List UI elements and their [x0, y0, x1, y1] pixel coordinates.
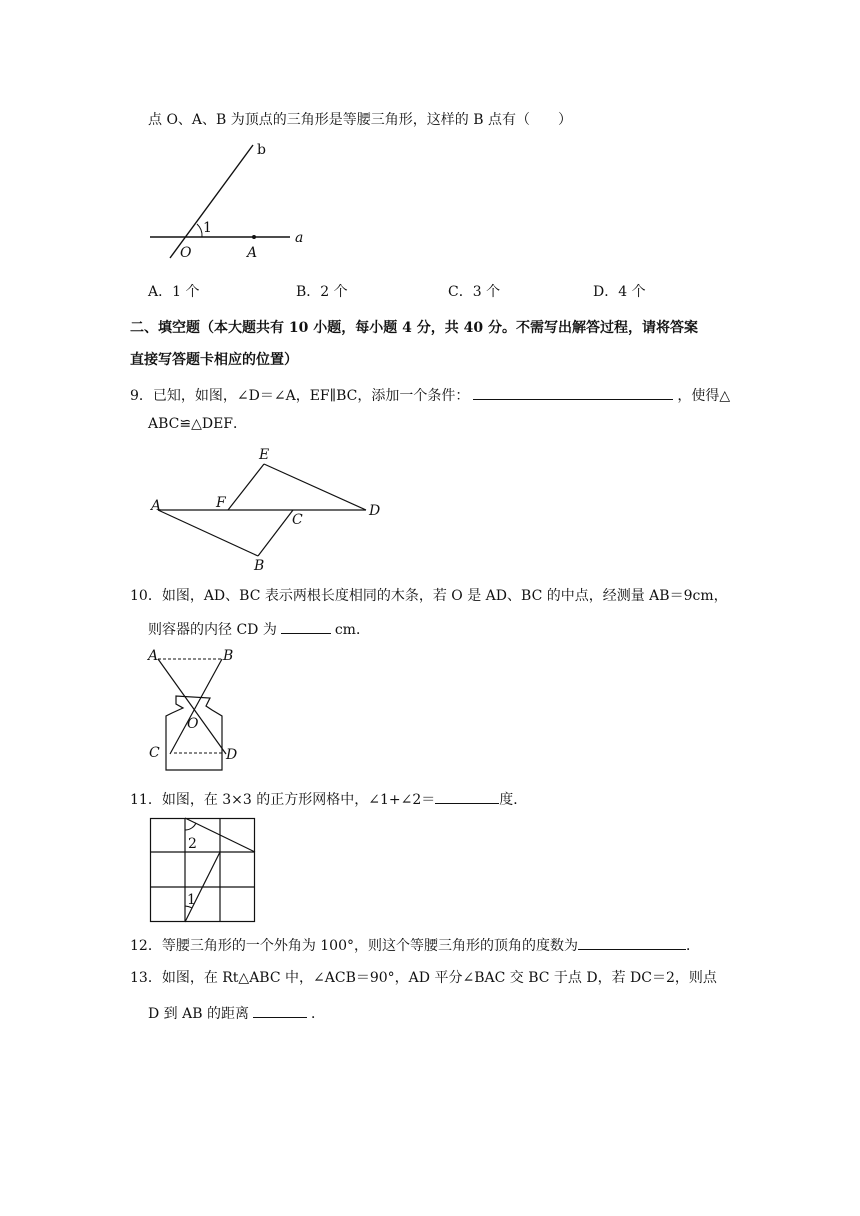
q12-text-b: ． [686, 938, 700, 954]
label-B: B [223, 648, 234, 664]
label-E: E [259, 447, 270, 463]
q12-text-line [130, 934, 700, 956]
q11-text-line [130, 788, 527, 810]
point-A-dot [252, 235, 256, 239]
label-C: C [149, 745, 160, 761]
q12-answer-blank[interactable] [578, 934, 686, 950]
q13-text-line2 [148, 1002, 325, 1024]
label-2: 2 [188, 836, 197, 852]
label-A: A [148, 648, 159, 664]
q9-text-b: ，使得△ [677, 388, 731, 404]
q13-text-c: ． [310, 1006, 325, 1022]
label-C: C [292, 512, 303, 528]
label-b: b [257, 142, 266, 158]
q9-answer-blank[interactable] [473, 384, 673, 400]
grid-outline [151, 819, 255, 922]
q10-figure [146, 646, 246, 776]
angle-1-arc [197, 224, 202, 237]
q9-text-line1 [130, 384, 730, 406]
section-heading-line2: 直接写答题卡相应的位置） [130, 352, 298, 368]
q13-answer-blank[interactable] [253, 1002, 307, 1018]
segment-AB [158, 510, 258, 556]
q9-text-c: ABC≌△DEF． [148, 416, 248, 432]
q8-option-c: C．3 个 [448, 284, 501, 300]
label-1: 1 [203, 220, 212, 236]
angle-2-arc [185, 823, 196, 830]
label-O: O [180, 245, 192, 261]
q11-text-a: 11．如图，在 3×3 的正方形网格中，∠1+∠2＝ [130, 792, 436, 808]
q11-answer-blank[interactable] [435, 788, 499, 804]
q8-option-d: D．4 个 [593, 284, 646, 300]
q13-text-a: 13．如图，在 Rt△ABC 中，∠ACB＝90°，AD 平分∠BAC 交 BC 于点 D，若 DC＝2，则点 [130, 970, 717, 986]
stick-BC [170, 659, 222, 754]
label-B: B [254, 558, 265, 574]
label-D: D [226, 747, 238, 763]
container-outline [166, 696, 222, 770]
q11-text-b: 度． [499, 792, 528, 808]
q10-answer-blank[interactable] [281, 618, 331, 634]
q8-option-a: A．1 个 [148, 284, 200, 300]
stick-AD [158, 659, 226, 754]
q9-text-a: 9．已知，如图，∠D＝∠A，EF∥BC，添加一个条件： [130, 388, 470, 404]
q12-text-a: 12．等腰三角形的一个外角为 100°，则这个等腰三角形的顶角的度数为 [130, 938, 578, 954]
label-O: O [187, 716, 199, 732]
label-A: A [247, 245, 258, 261]
q10-text-a: 10．如图，AD、BC 表示两根长度相同的木条，若 O 是 AD、BC 的中点，经测量 AB＝9cm， [130, 588, 728, 604]
label-a: a [295, 230, 304, 246]
q13-text-b: D 到 AB 的距离 [148, 1006, 249, 1022]
label-1: 1 [187, 892, 196, 908]
q10-text-line2 [148, 618, 370, 640]
q9-figure [150, 444, 390, 574]
q10-text-b: 则容器的内径 CD 为 [148, 622, 277, 638]
label-F: F [216, 495, 226, 511]
segment-BC [258, 510, 293, 556]
q8-option-b: B．2 个 [296, 284, 348, 300]
segment-FE [228, 464, 264, 510]
q8-figure [140, 140, 340, 265]
q10-text-c: cm． [334, 622, 370, 638]
label-A: A [151, 498, 162, 514]
line-b [170, 145, 253, 258]
section-heading-line1: 二、填空题（本大题共有 10 小题，每小题 4 分，共 40 分。不需写出解答过程，请将答案 [130, 320, 698, 336]
q11-figure [150, 818, 260, 928]
label-D: D [369, 503, 381, 519]
q8-text: 点 O、A、B 为顶点的三角形是等腰三角形，这样的 B 点有（ ） [148, 112, 572, 128]
segment-ED [264, 464, 366, 510]
